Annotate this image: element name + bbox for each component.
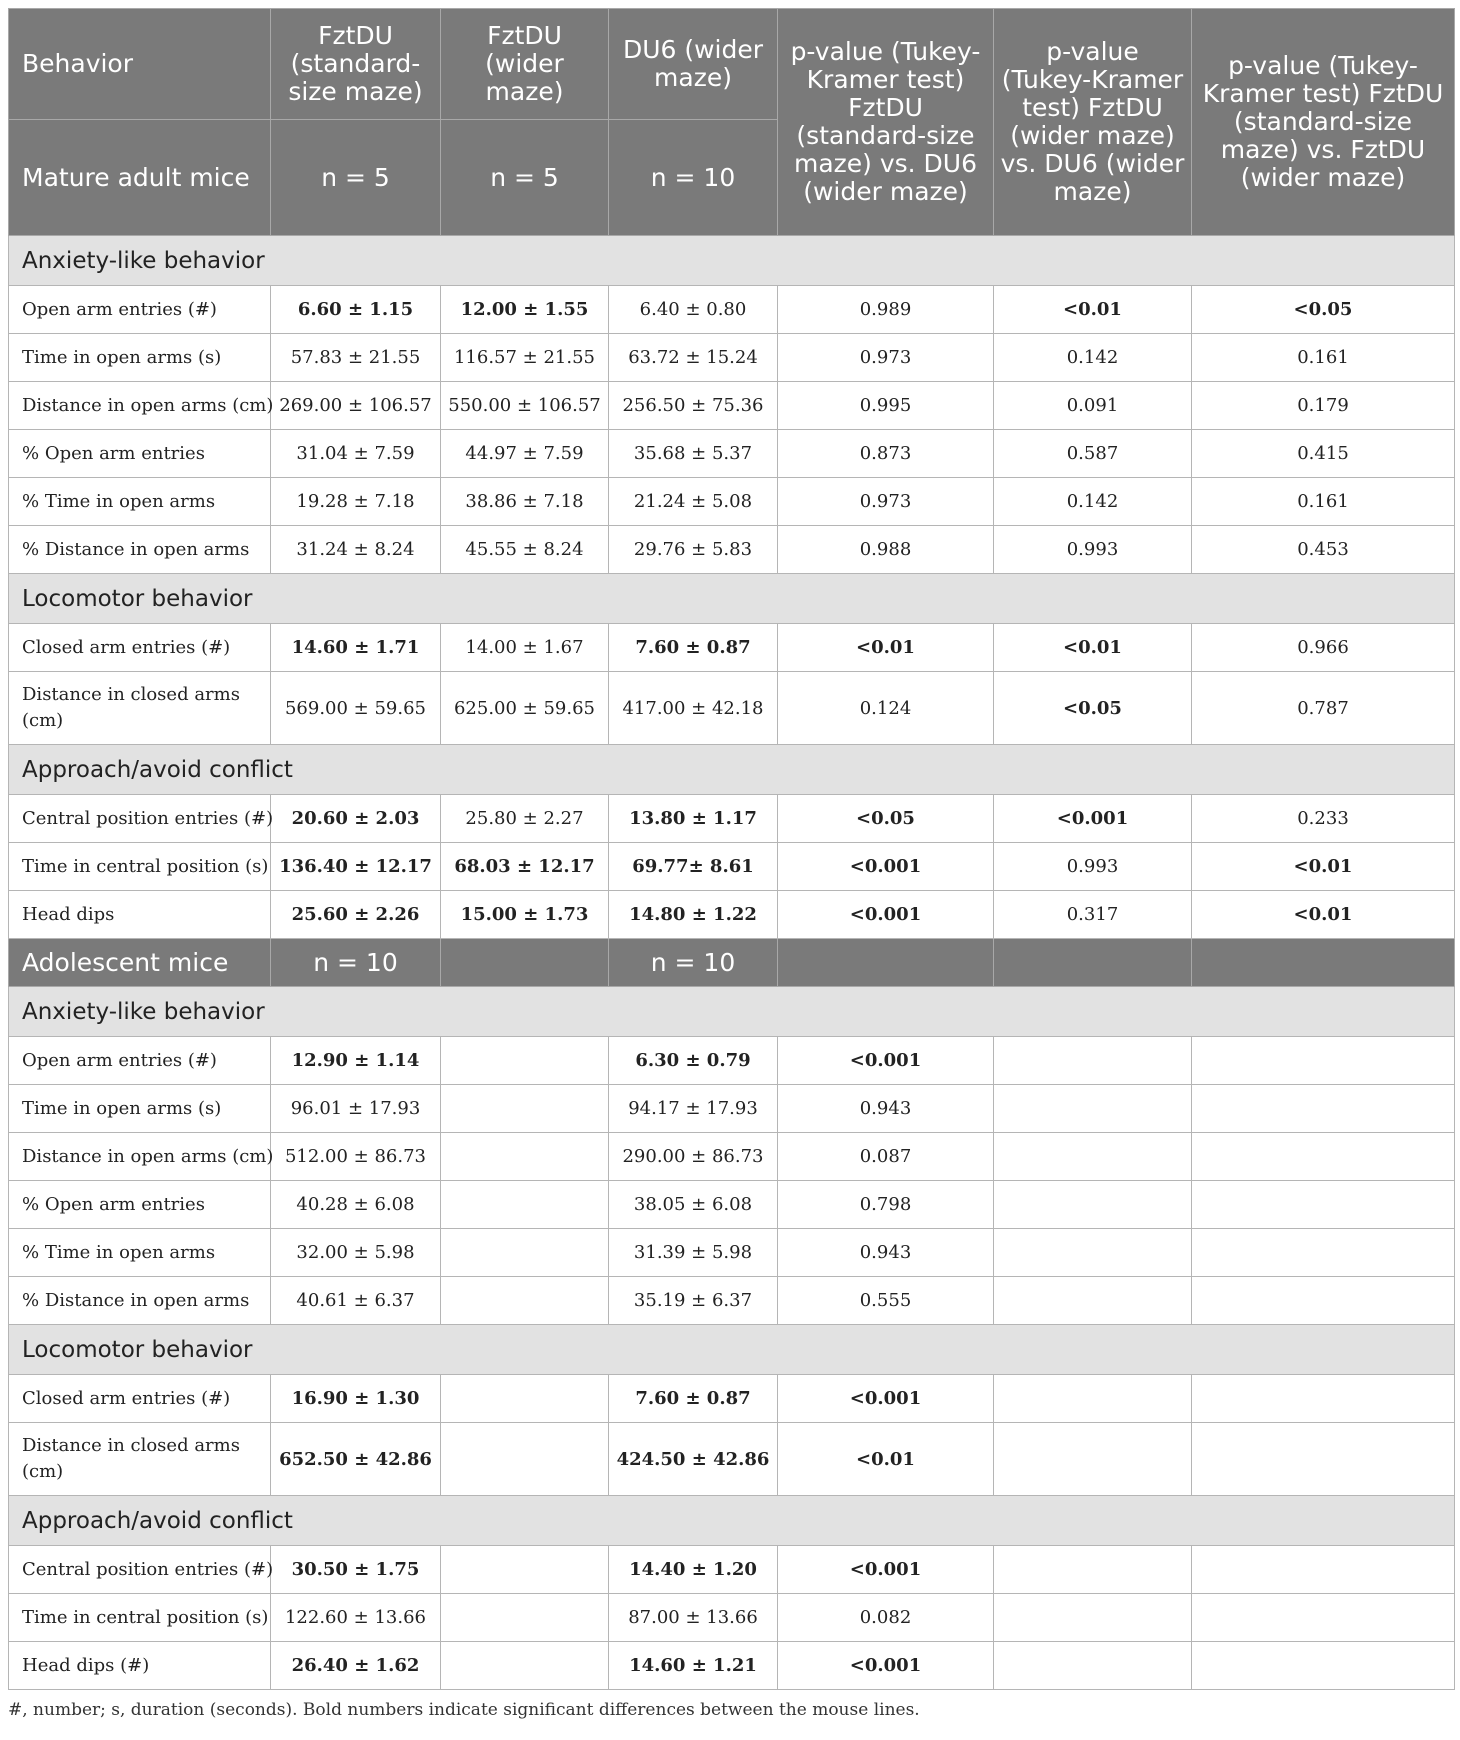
row-label: Distance in open arms (cm): [9, 382, 271, 430]
cell-v1: 96.01 ± 17.93: [271, 1085, 441, 1133]
cell-p3: <0.05: [1192, 286, 1455, 334]
cell-v2: [441, 1277, 609, 1325]
row-label: Open arm entries (#): [9, 286, 271, 334]
group-n-fztdu-standard: n = 10: [271, 939, 441, 987]
section-row: [9, 1496, 1455, 1546]
cell-p3: [1192, 1277, 1455, 1325]
cell-p2: <0.01: [994, 624, 1192, 672]
row-label: Closed arm entries (#): [9, 1375, 271, 1423]
cell-v2: 14.00 ± 1.67: [441, 624, 609, 672]
table-row: [9, 286, 1455, 334]
table-row: [9, 1375, 1455, 1423]
cell-v1: 30.50 ± 1.75: [271, 1546, 441, 1594]
cell-v1: 40.61 ± 6.37: [271, 1277, 441, 1325]
cell-p3: [1192, 1133, 1455, 1181]
cell-p2: [994, 1229, 1192, 1277]
table-row: [9, 1229, 1455, 1277]
cell-v2: [441, 1642, 609, 1690]
section-title: Approach/avoid conflict: [9, 1496, 1455, 1546]
cell-p1: 0.798: [778, 1181, 994, 1229]
header-pvalue-fztdu-std-vs-wider: p-value (Tukey-Kramer test) FztDU (standard-size maze) vs. FztDU (wider maze): [1192, 9, 1455, 236]
row-label: % Open arm entries: [9, 430, 271, 478]
group-n-empty: [778, 939, 994, 987]
row-label: Central position entries (#): [9, 1546, 271, 1594]
header-pvalue-fztdu-wider-vs-du6: p-value (Tukey-Kramer test) FztDU (wider maze) vs. DU6 (wider maze): [994, 9, 1192, 236]
cell-p1: <0.001: [778, 1546, 994, 1594]
cell-p3: [1192, 1181, 1455, 1229]
table-row: [9, 1642, 1455, 1690]
section-row: [9, 987, 1455, 1037]
cell-v2: 12.00 ± 1.55: [441, 286, 609, 334]
cell-v3: 7.60 ± 0.87: [609, 624, 778, 672]
cell-v3: 14.40 ± 1.20: [609, 1546, 778, 1594]
cell-p1: <0.01: [778, 1423, 994, 1496]
group-n-fztdu-wider: n = 5: [441, 120, 609, 236]
cell-v1: 16.90 ± 1.30: [271, 1375, 441, 1423]
group-n-fztdu-standard: n = 5: [271, 120, 441, 236]
row-label: Distance in closed arms (cm): [9, 1423, 271, 1496]
cell-p2: [994, 1375, 1192, 1423]
cell-v2: [441, 1423, 609, 1496]
cell-p2: 0.142: [994, 334, 1192, 382]
table-row: [9, 382, 1455, 430]
table-row: [9, 526, 1455, 574]
cell-v1: 20.60 ± 2.03: [271, 795, 441, 843]
cell-v3: 31.39 ± 5.98: [609, 1229, 778, 1277]
cell-v2: 38.86 ± 7.18: [441, 478, 609, 526]
cell-p3: 0.161: [1192, 478, 1455, 526]
group-n-du6-wider: n = 10: [609, 120, 778, 236]
cell-v2: [441, 1546, 609, 1594]
cell-v1: 652.50 ± 42.86: [271, 1423, 441, 1496]
table-body: [9, 236, 1455, 1690]
header-row: [9, 9, 1455, 120]
cell-v3: 94.17 ± 17.93: [609, 1085, 778, 1133]
table-row: [9, 1133, 1455, 1181]
cell-v1: 57.83 ± 21.55: [271, 334, 441, 382]
cell-v3: 417.00 ± 42.18: [609, 672, 778, 745]
cell-p3: [1192, 1642, 1455, 1690]
cell-p3: [1192, 1546, 1455, 1594]
cell-p1: 0.989: [778, 286, 994, 334]
table-row: [9, 1085, 1455, 1133]
cell-p3: <0.01: [1192, 843, 1455, 891]
cell-v3: 63.72 ± 15.24: [609, 334, 778, 382]
row-label: Distance in open arms (cm): [9, 1133, 271, 1181]
cell-v3: 38.05 ± 6.08: [609, 1181, 778, 1229]
group-n-du6-wider: n = 10: [609, 939, 778, 987]
cell-p1: 0.973: [778, 478, 994, 526]
table-row: [9, 1594, 1455, 1642]
cell-p1: 0.873: [778, 430, 994, 478]
cell-v3: 14.60 ± 1.21: [609, 1642, 778, 1690]
cell-p2: [994, 1277, 1192, 1325]
cell-p1: 0.943: [778, 1085, 994, 1133]
cell-p1: 0.973: [778, 334, 994, 382]
row-label: Closed arm entries (#): [9, 624, 271, 672]
cell-v1: 269.00 ± 106.57: [271, 382, 441, 430]
cell-v2: [441, 1037, 609, 1085]
section-title: Approach/avoid conflict: [9, 745, 1455, 795]
table-header: [9, 9, 1455, 236]
cell-p3: 0.966: [1192, 624, 1455, 672]
cell-v3: 424.50 ± 42.86: [609, 1423, 778, 1496]
table-row: [9, 1037, 1455, 1085]
cell-p1: <0.001: [778, 1037, 994, 1085]
cell-p3: 0.415: [1192, 430, 1455, 478]
cell-p2: [994, 1181, 1192, 1229]
cell-v3: 29.76 ± 5.83: [609, 526, 778, 574]
cell-p3: [1192, 1085, 1455, 1133]
cell-p2: 0.993: [994, 526, 1192, 574]
cell-v1: 40.28 ± 6.08: [271, 1181, 441, 1229]
row-label: Central position entries (#): [9, 795, 271, 843]
cell-p1: 0.124: [778, 672, 994, 745]
table-row: [9, 795, 1455, 843]
row-label: Time in open arms (s): [9, 334, 271, 382]
cell-p1: 0.087: [778, 1133, 994, 1181]
cell-p2: <0.001: [994, 795, 1192, 843]
cell-v1: 19.28 ± 7.18: [271, 478, 441, 526]
cell-p1: 0.555: [778, 1277, 994, 1325]
cell-v3: 21.24 ± 5.08: [609, 478, 778, 526]
row-label: % Open arm entries: [9, 1181, 271, 1229]
row-label: Head dips (#): [9, 1642, 271, 1690]
cell-v3: 6.40 ± 0.80: [609, 286, 778, 334]
row-label: % Time in open arms: [9, 478, 271, 526]
cell-v3: 35.19 ± 6.37: [609, 1277, 778, 1325]
cell-v3: 69.77± 8.61: [609, 843, 778, 891]
cell-p2: 0.142: [994, 478, 1192, 526]
cell-v2: [441, 1229, 609, 1277]
cell-v1: 6.60 ± 1.15: [271, 286, 441, 334]
cell-p2: [994, 1133, 1192, 1181]
cell-v1: 136.40 ± 12.17: [271, 843, 441, 891]
cell-v2: [441, 1133, 609, 1181]
cell-v2: [441, 1085, 609, 1133]
cell-v1: 12.90 ± 1.14: [271, 1037, 441, 1085]
cell-p2: 0.587: [994, 430, 1192, 478]
table-row: [9, 334, 1455, 382]
cell-p2: [994, 1594, 1192, 1642]
cell-v1: 25.60 ± 2.26: [271, 891, 441, 939]
group-label-adolescent: Adolescent mice: [9, 939, 271, 987]
cell-v3: 87.00 ± 13.66: [609, 1594, 778, 1642]
cell-v2: 45.55 ± 8.24: [441, 526, 609, 574]
cell-v2: [441, 1181, 609, 1229]
table-row: [9, 1277, 1455, 1325]
cell-p3: 0.453: [1192, 526, 1455, 574]
cell-p2: 0.091: [994, 382, 1192, 430]
row-label: % Distance in open arms: [9, 1277, 271, 1325]
header-behavior: Behavior: [9, 9, 271, 120]
cell-v3: 35.68 ± 5.37: [609, 430, 778, 478]
section-row: [9, 236, 1455, 286]
cell-p1: 0.995: [778, 382, 994, 430]
cell-p1: <0.001: [778, 1642, 994, 1690]
table-row: [9, 478, 1455, 526]
cell-v2: [441, 1375, 609, 1423]
cell-v2: 15.00 ± 1.73: [441, 891, 609, 939]
cell-p2: 0.317: [994, 891, 1192, 939]
cell-p3: [1192, 1375, 1455, 1423]
cell-p2: [994, 1642, 1192, 1690]
cell-p3: [1192, 1037, 1455, 1085]
cell-p3: 0.179: [1192, 382, 1455, 430]
cell-v3: 13.80 ± 1.17: [609, 795, 778, 843]
cell-v1: 569.00 ± 59.65: [271, 672, 441, 745]
cell-p1: <0.05: [778, 795, 994, 843]
row-label: Time in central position (s): [9, 1594, 271, 1642]
section-row: [9, 574, 1455, 624]
cell-v3: 256.50 ± 75.36: [609, 382, 778, 430]
cell-v1: 31.24 ± 8.24: [271, 526, 441, 574]
table-footnote: #, number; s, duration (seconds). Bold numbers indicate significant differences between the mouse lines.: [8, 1700, 920, 1720]
table-row: [9, 624, 1455, 672]
cell-p1: <0.001: [778, 1375, 994, 1423]
results-table-container: [8, 8, 1454, 1720]
cell-p3: <0.01: [1192, 891, 1455, 939]
header-du6-wider: DU6 (wider maze): [609, 9, 778, 120]
header-fztdu-standard: FztDU (standard-size maze): [271, 9, 441, 120]
group-n-empty: [441, 939, 609, 987]
row-label: % Time in open arms: [9, 1229, 271, 1277]
cell-v2: 550.00 ± 106.57: [441, 382, 609, 430]
cell-p2: [994, 1423, 1192, 1496]
cell-p2: [994, 1085, 1192, 1133]
table-row: [9, 1181, 1455, 1229]
table-row: [9, 672, 1455, 745]
cell-v1: 14.60 ± 1.71: [271, 624, 441, 672]
cell-p3: [1192, 1594, 1455, 1642]
cell-v1: 32.00 ± 5.98: [271, 1229, 441, 1277]
header-pvalue-fztdu-std-vs-du6: p-value (Tukey-Kramer test) FztDU (standard-size maze) vs. DU6 (wider maze): [778, 9, 994, 236]
cell-v3: 290.00 ± 86.73: [609, 1133, 778, 1181]
cell-v2: [441, 1594, 609, 1642]
cell-p2: [994, 1037, 1192, 1085]
cell-p1: <0.001: [778, 891, 994, 939]
cell-p1: 0.943: [778, 1229, 994, 1277]
table-row: [9, 843, 1455, 891]
table-row: [9, 430, 1455, 478]
row-label: Time in central position (s): [9, 843, 271, 891]
cell-p3: 0.161: [1192, 334, 1455, 382]
cell-v2: 68.03 ± 12.17: [441, 843, 609, 891]
section-title: Anxiety-like behavior: [9, 987, 1455, 1037]
section-row: [9, 745, 1455, 795]
cell-v1: 122.60 ± 13.66: [271, 1594, 441, 1642]
cell-p2: 0.993: [994, 843, 1192, 891]
cell-v3: 14.80 ± 1.22: [609, 891, 778, 939]
cell-p2: <0.01: [994, 286, 1192, 334]
group-n-empty: [994, 939, 1192, 987]
cell-v2: 44.97 ± 7.59: [441, 430, 609, 478]
table-row: [9, 891, 1455, 939]
cell-v1: 31.04 ± 7.59: [271, 430, 441, 478]
row-label: Open arm entries (#): [9, 1037, 271, 1085]
row-label: % Distance in open arms: [9, 526, 271, 574]
cell-p2: <0.05: [994, 672, 1192, 745]
cell-p3: [1192, 1229, 1455, 1277]
table-row: [9, 1423, 1455, 1496]
row-label: Time in open arms (s): [9, 1085, 271, 1133]
cell-p3: 0.233: [1192, 795, 1455, 843]
cell-p1: 0.988: [778, 526, 994, 574]
header-fztdu-wider: FztDU (wider maze): [441, 9, 609, 120]
cell-p1: <0.01: [778, 624, 994, 672]
group-label-mature: Mature adult mice: [9, 120, 271, 236]
results-table: [8, 8, 1455, 1690]
cell-v3: 6.30 ± 0.79: [609, 1037, 778, 1085]
group-n-empty: [1192, 939, 1455, 987]
header-group-row-adolescent: [9, 939, 1455, 987]
cell-v2: 116.57 ± 21.55: [441, 334, 609, 382]
section-title: Anxiety-like behavior: [9, 236, 1455, 286]
section-title: Locomotor behavior: [9, 574, 1455, 624]
row-label: Distance in closed arms (cm): [9, 672, 271, 745]
cell-p2: [994, 1546, 1192, 1594]
cell-v2: 625.00 ± 59.65: [441, 672, 609, 745]
section-row: [9, 1325, 1455, 1375]
cell-p3: [1192, 1423, 1455, 1496]
table-row: [9, 1546, 1455, 1594]
cell-v2: 25.80 ± 2.27: [441, 795, 609, 843]
section-title: Locomotor behavior: [9, 1325, 1455, 1375]
cell-p1: <0.001: [778, 843, 994, 891]
cell-v1: 26.40 ± 1.62: [271, 1642, 441, 1690]
row-label: Head dips: [9, 891, 271, 939]
cell-v1: 512.00 ± 86.73: [271, 1133, 441, 1181]
cell-v3: 7.60 ± 0.87: [609, 1375, 778, 1423]
cell-p3: 0.787: [1192, 672, 1455, 745]
cell-p1: 0.082: [778, 1594, 994, 1642]
